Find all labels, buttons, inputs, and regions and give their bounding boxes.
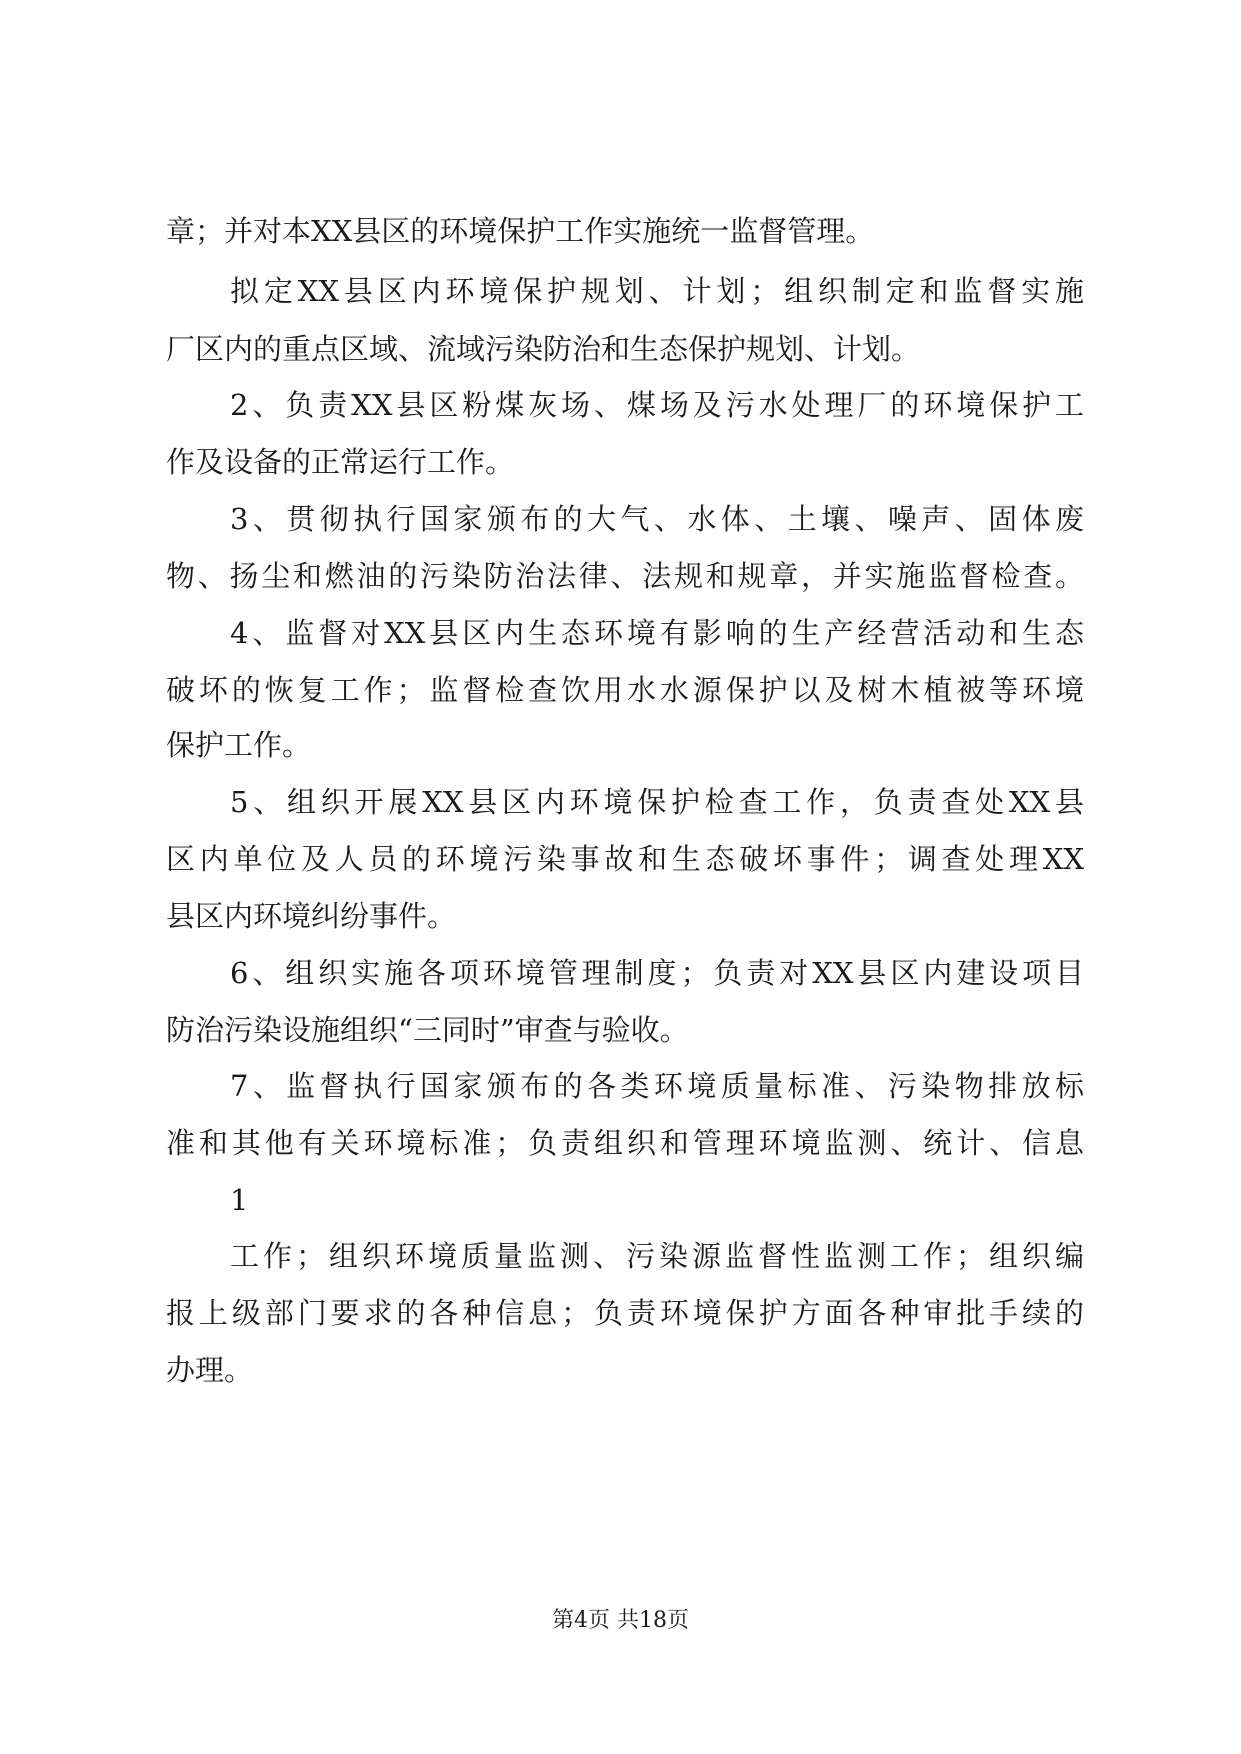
text-line: 章；并对本XX县区的环境保护工作实施统一监督管理。: [166, 214, 875, 248]
text-line: 4、监督对XX县区内生态环境有影响的生产经营活动和生态: [230, 616, 1084, 650]
text-line: 拟定XX县区内环境保护规划、计划；组织制定和监督实施: [230, 274, 1084, 308]
text-line: 县区内环境纠纷事件。: [166, 899, 457, 933]
text-line: 准和其他有关环境标准；负责组织和管理环境监测、统计、信息: [166, 1126, 1084, 1160]
text-line: 6、组织实施各项环境管理制度；负责对XX县区内建设项目: [230, 956, 1084, 990]
text-line: 5、组织开展XX县区内环境保护检查工作，负责查处XX县: [230, 785, 1084, 819]
inline-page-number: 1: [230, 1183, 249, 1217]
text-line: 作及设备的正常运行工作。: [166, 445, 515, 479]
text-line: 2、负责XX县区粉煤灰场、煤场及污水处理厂的环境保护工: [230, 388, 1084, 422]
text-line: 7、监督执行国家颁布的各类环境质量标准、污染物排放标: [230, 1069, 1084, 1103]
text-line: 保护工作。: [166, 728, 312, 762]
text-line: 报上级部门要求的各种信息；负责环境保护方面各种审批手续的: [166, 1296, 1084, 1330]
text-line: 办理。: [166, 1353, 254, 1387]
text-line: 3、贯彻执行国家颁布的大气、水体、土壤、噪声、固体废: [230, 502, 1084, 536]
text-line: 工作；组织环境质量监测、污染源监督性监测工作；组织编: [230, 1239, 1084, 1273]
text-line: 防治污染设施组织“三同时”审查与验收。: [166, 1013, 689, 1047]
text-line: 物、扬尘和燃油的污染防治法律、法规和规章，并实施监督检查。: [166, 559, 1084, 593]
page-footer: 第4页 共18页: [552, 1608, 689, 1633]
text-line: 厂区内的重点区域、流域污染防治和生态保护规划、计划。: [166, 332, 921, 366]
text-line: 破坏的恢复工作；监督检查饮用水水源保护以及树木植被等环境: [166, 673, 1084, 707]
text-line: 区内单位及人员的环境污染事故和生态破坏事件；调查处理XX: [166, 842, 1084, 876]
